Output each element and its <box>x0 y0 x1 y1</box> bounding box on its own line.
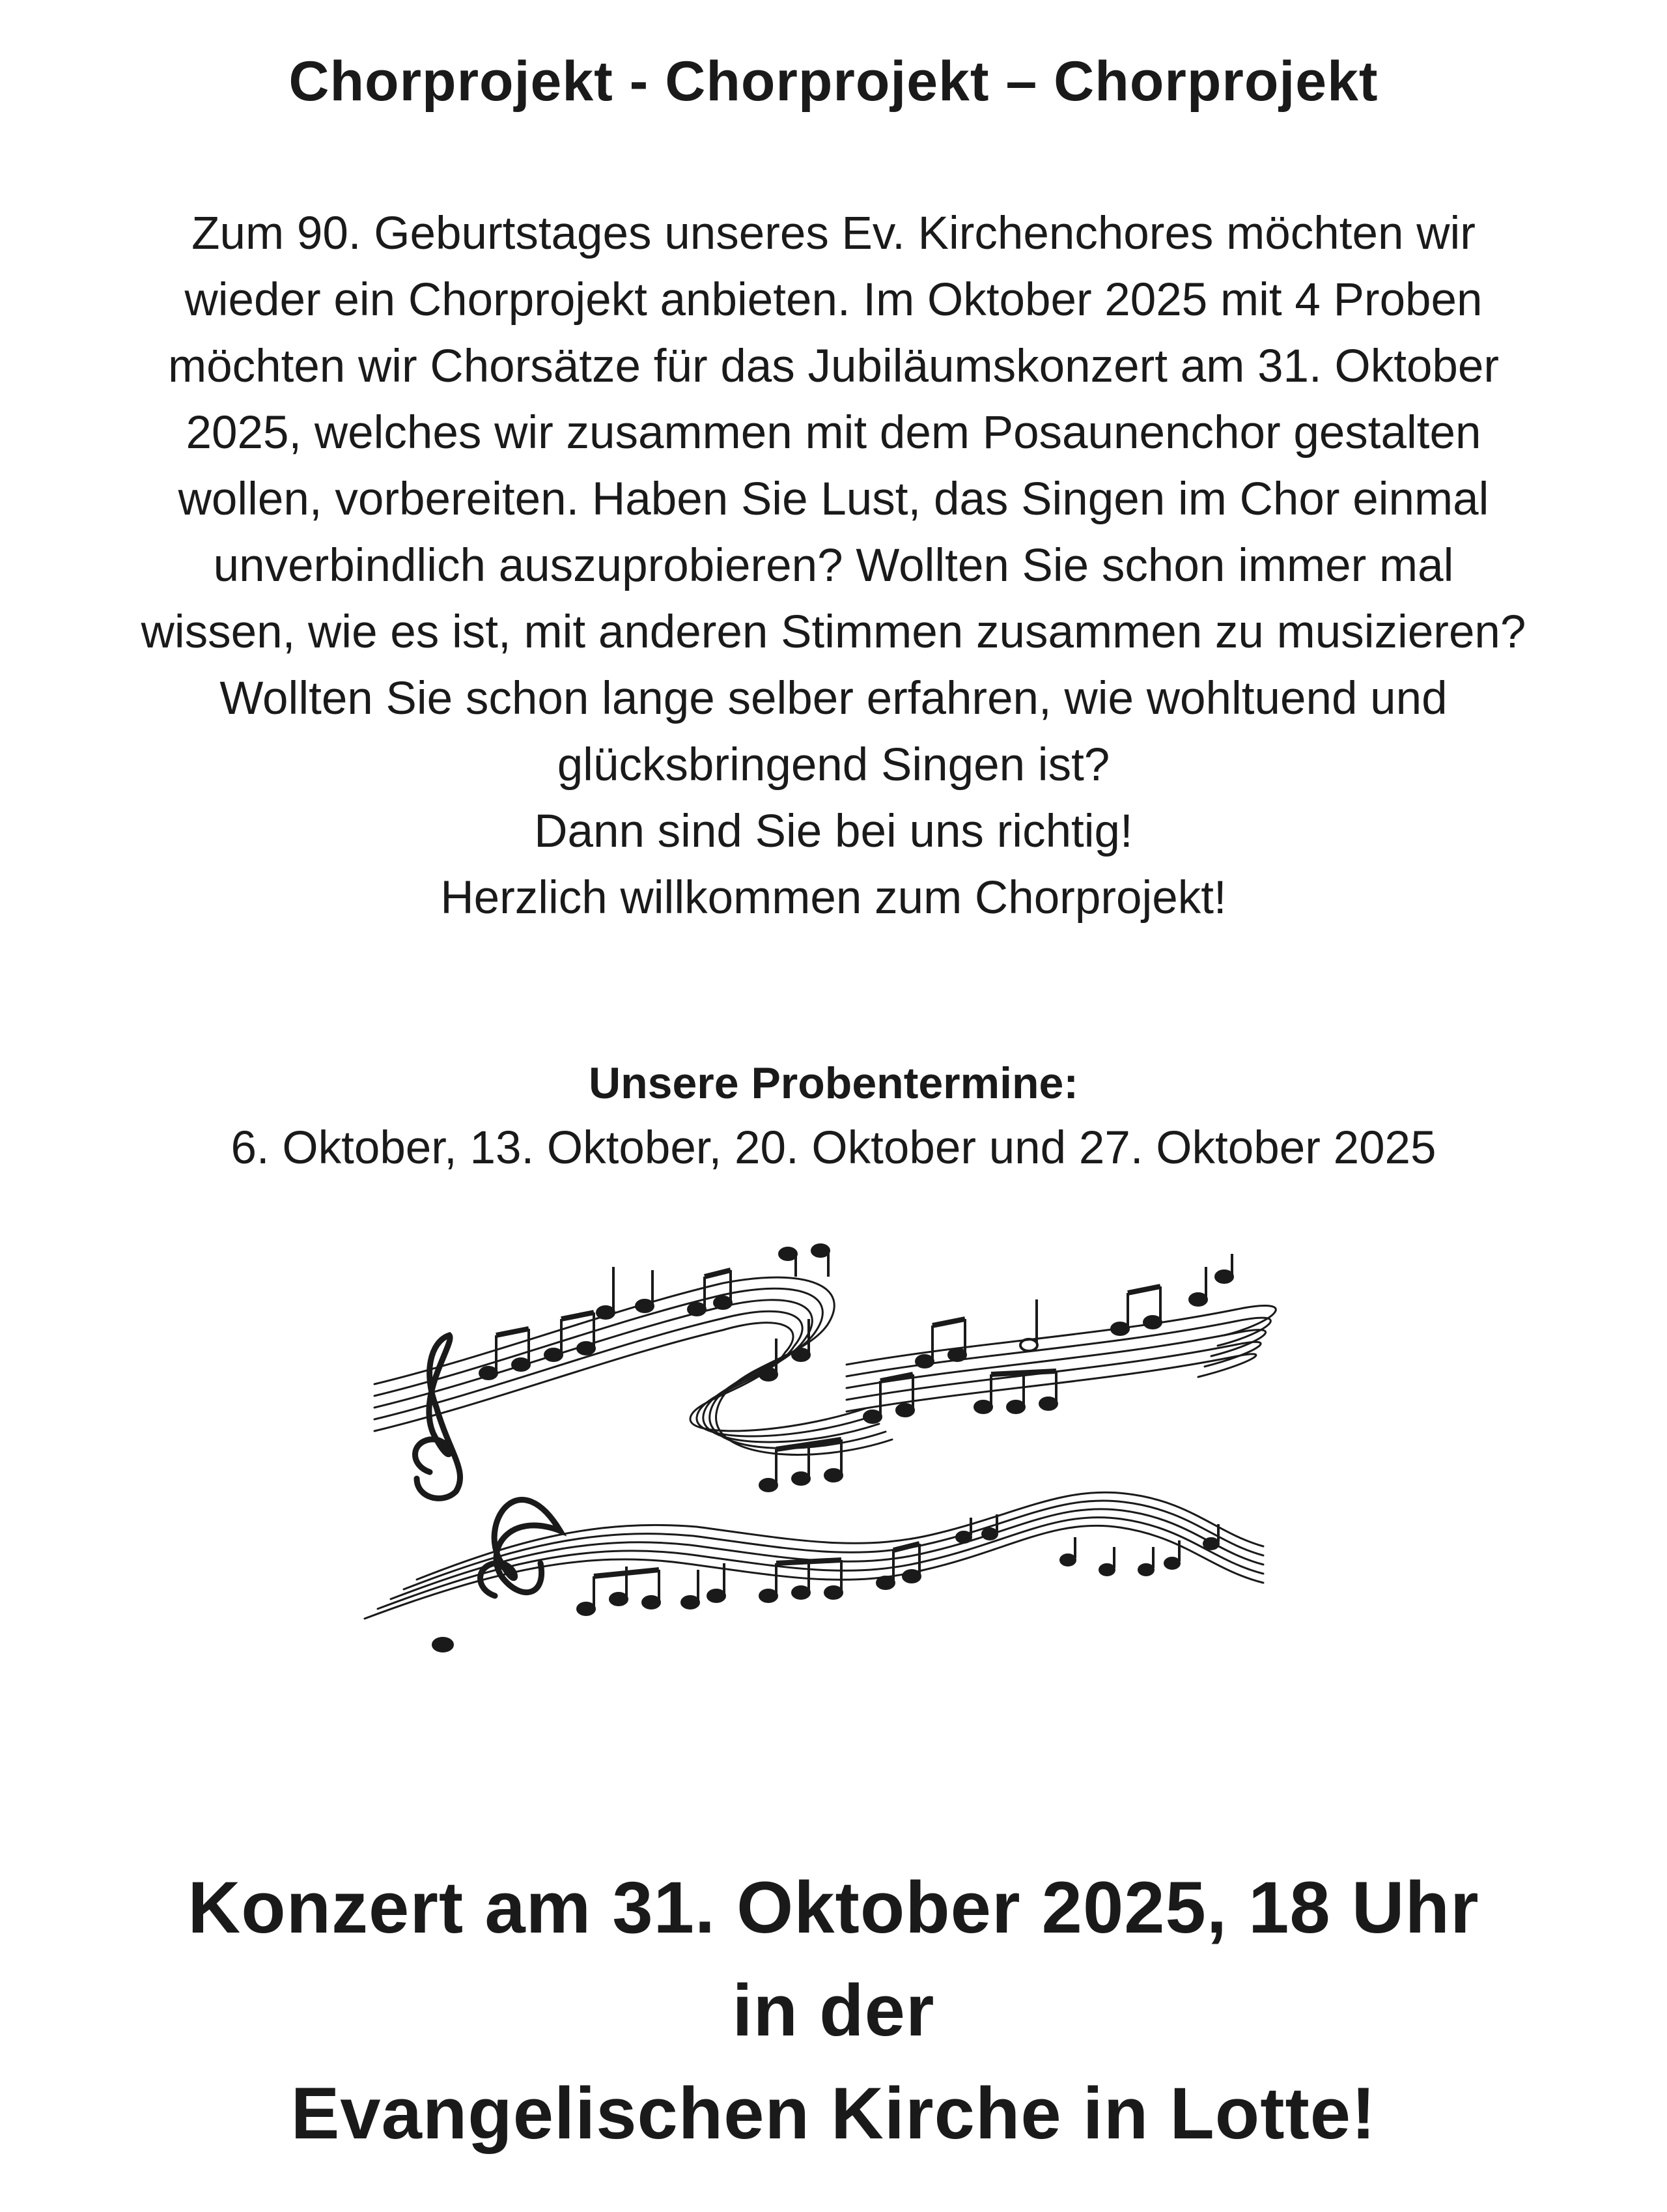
concert-announcement <box>0 1856 1667 2165</box>
intro-paragraph <box>52 201 1615 931</box>
intro-line: Herzlich willkommen zum Chorprojekt! <box>440 872 1227 924</box>
concert-line: in der <box>732 1970 935 2051</box>
intro-line: wissen, wie es ist, mit anderen Stimmen zusammen zu musizieren? <box>141 606 1526 658</box>
intro-line: wollen, vorbereiten. Haben Sie Lust, das Singen im Chor einmal <box>178 474 1489 525</box>
intro-line: unverbindlich auszuprobieren? Wollten Sie schon immer mal <box>213 540 1454 591</box>
intro-line: Dann sind Sie bei uns richtig! <box>534 806 1133 857</box>
concert-line: Konzert am 31. Oktober 2025, 18 Uhr <box>188 1867 1479 1948</box>
intro-line: 2025, welches wir zusammen mit dem Posaunenchor gestalten <box>186 407 1481 459</box>
rehearsal-dates: 6. Oktober, 13. Oktober, 20. Oktober und 27. Oktober 2025 <box>231 1122 1436 1174</box>
intro-line: Zum 90. Geburtstages unseres Ev. Kirchenchores möchten wir <box>191 208 1476 259</box>
concert-line: Evangelischen Kirche in Lotte! <box>290 2073 1377 2154</box>
intro-line: möchten wir Chorsätze für das Jubiläumskonzert am 31. Oktober <box>167 341 1500 392</box>
rehearsals-heading: Unsere Probentermine: <box>589 1058 1078 1108</box>
intro-line: Wollten Sie schon lange selber erfahren, wie wohltuend und <box>219 673 1448 724</box>
headline: Chorprojekt - Chorprojekt – Chorprojekt <box>288 50 1379 113</box>
intro-line: wieder ein Chorprojekt anbieten. Im Oktober 2025 mit 4 Proben <box>184 274 1483 326</box>
intro-line: glücksbringend Singen ist? <box>557 739 1110 791</box>
